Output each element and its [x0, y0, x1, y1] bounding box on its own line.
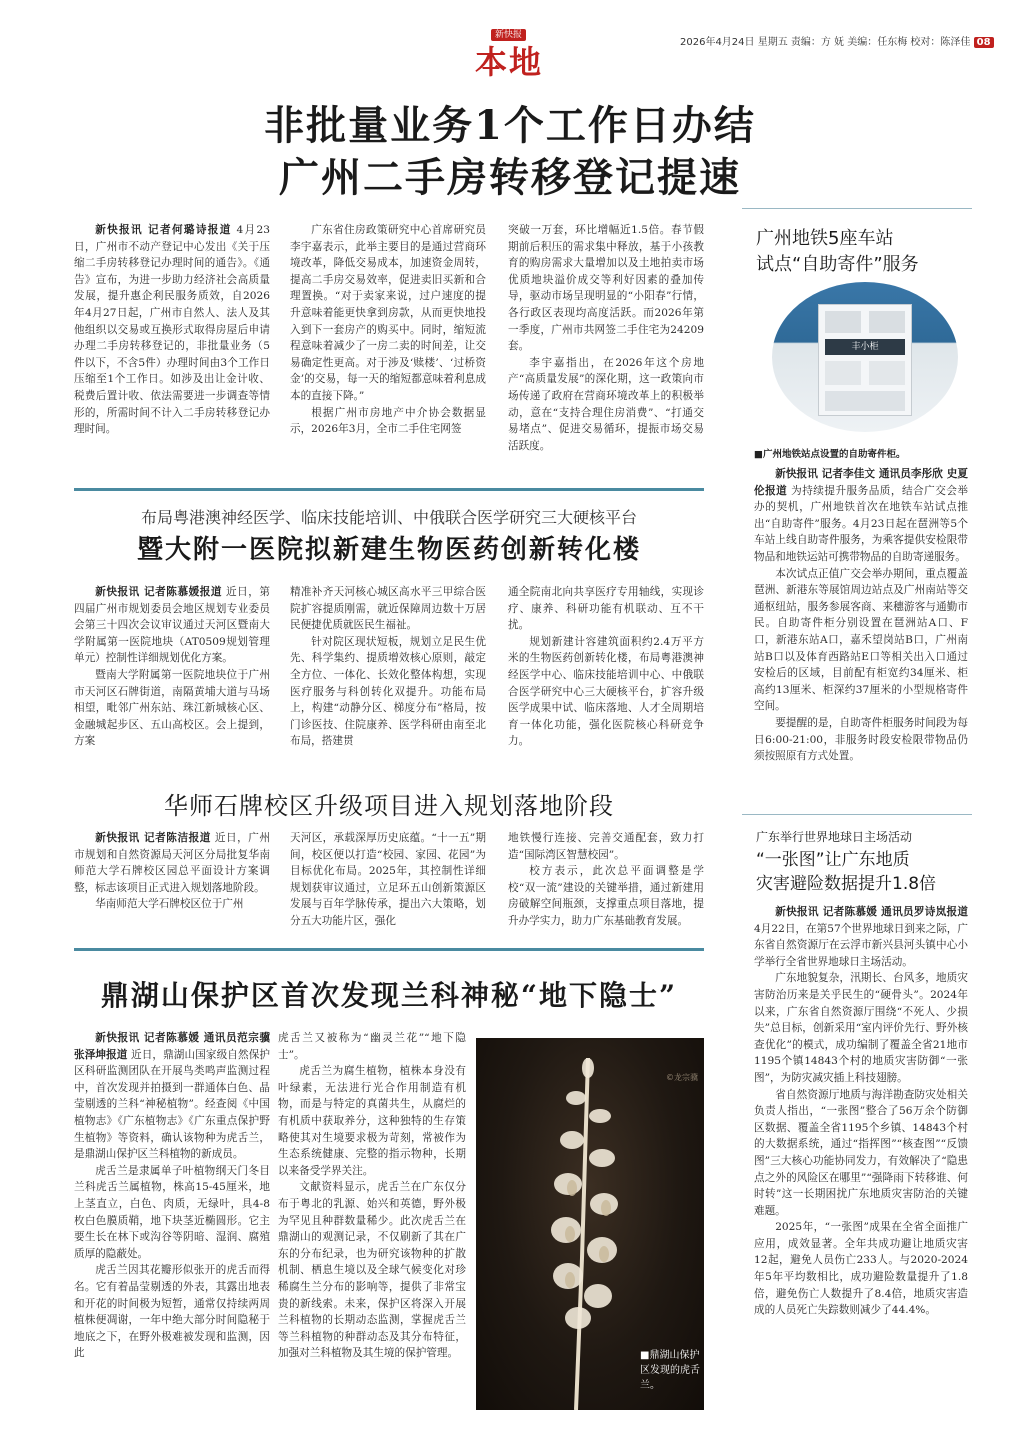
story2-col-2-p1: 精准补齐天河核心城区高水平三甲综合医院扩容提质刚需，就近保障周边数十万居民便捷优质就医民生福祉。: [290, 586, 486, 632]
story3-col-1-p2: 华南师范大学石牌校区位于广州: [95, 898, 244, 911]
story3-col-3-p2: 校方表示，此次总平面调整是学校“双一流”建设的关键举措，通过新建用房破解空间瓶颈，支撑重点项目落地，提升办学实力，助力广东基础教育发展。: [508, 865, 704, 927]
edition-meta: [680, 33, 994, 48]
main-headline-line-2: 广州二手房转移登记提速: [279, 154, 741, 201]
side2-p4: 2025年，“一张图”成果在全省全面推广应用，成效显著。全年共成功避让地质灾害12起，避免人员伤亡233人。与2020-2024年5年平均数相比，成功避险数量提升了1.8倍，避免伤亡人数提升了8.4倍，地质灾害造成的人员死亡失踪数则减少了44.4%。: [754, 1221, 968, 1317]
story2-col-2-p2: 针对院区现状短板，规划立足民生优先、科学集约、提质增效核心原则，敲定全方位、一体化、长效化整体构想，实现医疗服务与科创转化双提升。功能布局上，构建“动静分区、梯度分布”格局，按门诊医技、住院康养、医学科研由南至北布局，搭建贯: [290, 635, 486, 748]
section-divider: [74, 488, 704, 491]
story2-kicker: 布局粤港澳神经医学、临床技能培训、中俄联合医学研究三大硬核平台: [140, 508, 637, 527]
story2-headline: 暨大附一医院拟新建生物医药创新转化楼: [136, 535, 641, 565]
main-story-col-1-text: 4月23日，广州市不动产登记中心发出《关于压缩二手房转移登记办理时间的通告》。《通告》宣布，为进一步助力经济社会高质量发展，提升惠企利民服务质效，自2026年4月27日起，广州市自然人、法人及其他组织以交易或互换形式取得房屋后申请办理二手房转移登记的，非批量业务（5件以下，不含5件）办理时间由3个工作日压缩至1个工作日。如涉及出让金计收、税费后置计收、依法需要进一步调查等情形的，所需时间不计入二手房转移登记办理时间。: [74, 224, 270, 436]
section-name: 本地: [475, 43, 544, 81]
story4-col-1: [74, 1030, 270, 1408]
story2-col-1-p2: 暨南大学附属第一医院地块位于广州市天河区石牌街道，南隔黄埔大道与马场相望，毗邻广州东站、珠江新城核心区、金融城起步区、五山高校区。会上提到，方案: [74, 668, 270, 748]
main-story-col-3-p1: 突破一万套，环比增幅近1.5倍。春节假期前后积压的需求集中释放，基于小孩教育的购房需求大量增加以及土地拍卖市场优质地块溢价成交等利好因素的叠加传导，驱动市场呈现明显的“小阳春”行情，各行政区表现均高度活跃。而2026年第一季度，广州市共网签二手住宅为24209套。: [508, 224, 704, 353]
story3-headline: 华师石牌校区升级项目进入规划落地阶段: [164, 792, 614, 820]
orchid-photo-credit: ©龙宗骥: [666, 1073, 698, 1082]
story4-lead: 新快报讯 记者陈慕媛 通讯员范宗骥 张泽坤报道: [74, 1032, 270, 1061]
story4-col-2-p2: 虎舌兰为腐生植物，植株本身没有叶绿素，无法进行光合作用制造有机物，而是与特定的真菌共生，从腐烂的有机质中获取养分，这种独特的生存策略使其对生境要求极为苛刻，常被作为生态系统健康、完整的指示物种，长期以来备受学界关注。: [278, 1065, 466, 1177]
side1-title: [756, 226, 966, 278]
main-story-col-2-p1: 广东省住房政策研究中心首席研究员李宇嘉表示，此举主要目的是通过营商环境改革，降低交易成本，加速资金周转，提高二手房交易效率，促进卖旧买新和合理置换。“对于卖家来说，过户速度的提升意味着能更快拿到房款，从而更快地投入到下一套房产的购买中。同时，缩短流程意味着减少了一房二卖的时间差，让交易确定性更高。对于涉及‘赎楼’、‘过桥资金’的交易，每一天的缩短都意味着利息成本的直接下降。”: [290, 224, 486, 402]
main-headline-line-1: 非批量业务1个工作日办结: [264, 102, 756, 149]
orchid-photo: [476, 1038, 704, 1410]
side2-body: [754, 904, 968, 1436]
sidebar-mid-rule: [742, 814, 972, 815]
side2-kicker: 广东举行世界地球日主场活动: [756, 830, 913, 844]
story4-col-1-p2: 虎舌兰是隶属单子叶植物纲天门冬目兰科虎舌兰属植物，株高15-45厘米，地上茎直立，白色、肉质，无绿叶，具4-8枚白色膜质鞘，地下块茎近椭圆形。它主要生长在林下或沟谷等阴暗、湿润、腐殖质厚的隐蔽处。: [74, 1164, 270, 1260]
section-badge-text: 新快报: [491, 29, 526, 41]
story3-col-3: [508, 830, 704, 934]
side1-title-line-1: 广州地铁5座车站: [756, 228, 894, 249]
story3-col-1: [74, 830, 270, 934]
side1-title-line-2: 试点“自助寄件”服务: [756, 254, 919, 275]
side2-p1: 4月22日，在第57个世界地球日到来之际，广东省自然资源厅在云浮市新兴县河头镇中心小学举行全省世界地球日主场活动。: [754, 922, 968, 968]
story2-col-2: [290, 584, 486, 760]
side1-p3: 要提醒的是，自助寄件柜服务时间段为每日6:00-21:00，非服务时段安检限带物品仍须按照原有方式处置。: [754, 716, 968, 763]
story3-lead: 新快报讯 记者陈洁报道: [95, 832, 211, 844]
side1-body: [754, 466, 968, 800]
story2-col-3: [508, 584, 704, 760]
main-story-col-2: [290, 222, 486, 468]
section-divider-2: [74, 948, 704, 951]
locker-brand: 丰小柜: [825, 339, 905, 355]
story2-col-3-p1: 通全院南北向共享医疗专用轴线，实现诊疗、康养、科研功能有机联动、互不干扰。: [508, 586, 704, 632]
side2-title-line-1: “一张图”让广东地质: [756, 850, 910, 870]
main-story-col-2-p2: 根据广州市房地产中介协会数据显示，2026年3月，全市二手住宅网签: [290, 406, 486, 436]
story4-col-2-p1: 虎舌兰又被称为“幽灵兰花”“地下隐士”。: [278, 1032, 466, 1061]
story4-col-2: [278, 1030, 466, 1408]
orchid-photo-caption: ■鼎湖山保护区发现的虎舌兰。: [640, 1350, 700, 1391]
story2-lead: 新快报讯 记者陈慕媛报道: [95, 586, 223, 598]
story3-col-2-p1: 天河区，承载深厚历史底蕴。“十一五”期间，校区便以打造“校园、家园、花园”为目标优化布局。2025年，其控制性详细规划获审议通过，立足环五山创新策源区发展与百年学脉传承，提出六大策略，划分五大功能片区，强化: [290, 832, 486, 927]
story4-col-1-p3: 虎舌兰因其花瓣形似张开的虎舌而得名。它有着晶莹剔透的外表，其露出地表和开花的时间极为短暂，通常仅持续两周植株便凋谢，一年中绝大部分时间隐秘于地底之下，在野外极难被发现和监测，因此: [74, 1264, 270, 1360]
story4-col-2-p3: 文献资料显示，虎舌兰在广东仅分布于粤北的乳源、始兴和英德，野外极为罕见且种群数量稀少。此次虎舌兰在鼎湖山的观测记录，不仅刷新了其在广东的分布纪录，也为研究该物种的扩散机制、栖息生境以及全球气候变化对珍稀腐生兰分布的影响等，提供了非常宝贵的新线索。未来，保护区将深入开展兰科植物的长期动态监测，掌握虎舌兰等兰科植物的种群动态及其分布特征，加强对兰科植物及其生境的保护管理。: [278, 1181, 466, 1360]
story2-col-3-p2: 规划新建计容建筑面积约2.4万平方米的生物医药创新转化楼，布局粤港澳神经医学中心、临床技能培训中心、中俄联合医学研究中心三大硬核平台，扩容升级医学成果中试、临床落地、人才全周期培育一体化功能，强化医院核心科研竞争力。: [508, 635, 704, 748]
main-story-col-3: [508, 222, 704, 468]
locker-photo: [772, 282, 958, 432]
side2-p2: 广东地貌复杂，汛期长、台风多，地质灾害防治历来是关乎民生的“硬骨头”。2024年以来，广东省自然资源厅围绕“不死人、少损失”总目标，创新采用“室内评价先行、野外核查优化”的模式，成功编制了覆盖全省21地市1195个镇14843个村的地质灾害防御“一张图”，为防灾减灾插上科技翅膀。: [754, 972, 968, 1084]
story2-col-1-text: 近日，第四届广州市规划委员会地区规划专业委员会第三十四次会议审议通过天河区暨南大学附属第一医院地块（AT0509规划管理单元）控制性详细规划优化方案。: [74, 586, 270, 665]
main-story-lead: 新快报讯 记者何璐诗报道: [95, 224, 232, 236]
side2-lead: 新快报讯 记者陈慕媛 通讯员罗诗岚报道: [775, 906, 968, 918]
main-story-col-1: [74, 222, 270, 468]
story4-col-1-text: 近日，鼎湖山国家级自然保护区科研监测团队在开展鸟类鸣声监测过程中，首次发现并拍摄到一群通体白色、晶莹剔透的兰科“神秘植物”。经查阅《中国植物志》《广东植物志》《广东重点保护野生植物》等资料，确认该物种为虎舌兰，是鼎湖山保护区兰科植物的新成员。: [74, 1048, 270, 1161]
side1-p2: 本次试点正值广交会举办期间，重点覆盖琶洲、新港东等展馆周边站点及广州南站等交通枢纽站，服务参展客商、来穗游客与通勤市民。自助寄件柜分别设置在琶洲站A口、F口，新港东站A口，嘉禾望岗站B口，广州南站B口以及体育西路站E口等相关出入口通过安检后的区域，目前配有柜宽约34厘米、柜高约13厘米、柜深约37厘米的小型规格寄件空间。: [754, 567, 968, 713]
locker-cabinet: [818, 304, 912, 416]
story3-col-3-p1: 地铁慢行连接、完善交通配套，致力打造“国际湾区智慧校园”。: [508, 832, 704, 861]
story4-headline: 鼎湖山保护区首次发现兰科神秘“地下隐士”: [100, 979, 678, 1012]
side1-p1: 为持续提升服务品质，结合广交会举办的契机，广州地铁首次在地铁车站试点推出“自助寄件”服务。4月23日起在琶洲等5个车站上线自助寄件服务，为乘客提供安检限带物品和地铁运站可携带物品的自助寄递服务。: [754, 484, 968, 563]
sidebar-top-rule: [742, 208, 972, 209]
side1-photo-caption: ■广州地铁站点设置的自助寄件柜。: [754, 449, 906, 460]
edition-meta-text: 2026年4月24日 星期五 责编：方 妩 美编：任东梅 校对：陈泽佳: [680, 37, 971, 48]
side2-title-line-2: 灾害避险数据提升1.8倍: [756, 874, 937, 894]
side2-title: [756, 848, 966, 896]
main-story-col-3-p2: 李宇嘉指出，在2026年这个房地产“高质量发展”的深化期，这一政策向市场传递了政府在营商环境改革上的积极举动，意在“支持合理住房消费”、“打通交易堵点”、促进交易循环，提振市场交易活跃度。: [508, 356, 704, 452]
story3-col-1-text: 近日，广州市规划和自然资源局天河区分局批复华南师范大学石牌校区园总平面设计方案调整，标志该项目正式进入规划落地阶段。: [74, 832, 270, 894]
page-number: 08: [974, 37, 994, 48]
story3-col-2: [290, 830, 486, 934]
side1-lead: 新快报讯 记者李佳文 通讯员李彤欣 史夏伦报道: [754, 468, 968, 497]
story2-col-1: [74, 584, 270, 760]
main-headline: [150, 100, 870, 204]
side2-p3: 省自然资源厅地质与海洋勘查防灾处相关负责人指出，“一张图”整合了56万余个防御区数据、覆盖全省1195个乡镇、14843个村的大数据系统，通过“指挥图”“核查图”“反馈图”三大核心功能协同发力，有效解决了“隐患点之外的风险区在哪里”“强降雨下转移谁、何时转”这一长期困扰广东地质灾害防治的关键难题。: [754, 1088, 968, 1217]
